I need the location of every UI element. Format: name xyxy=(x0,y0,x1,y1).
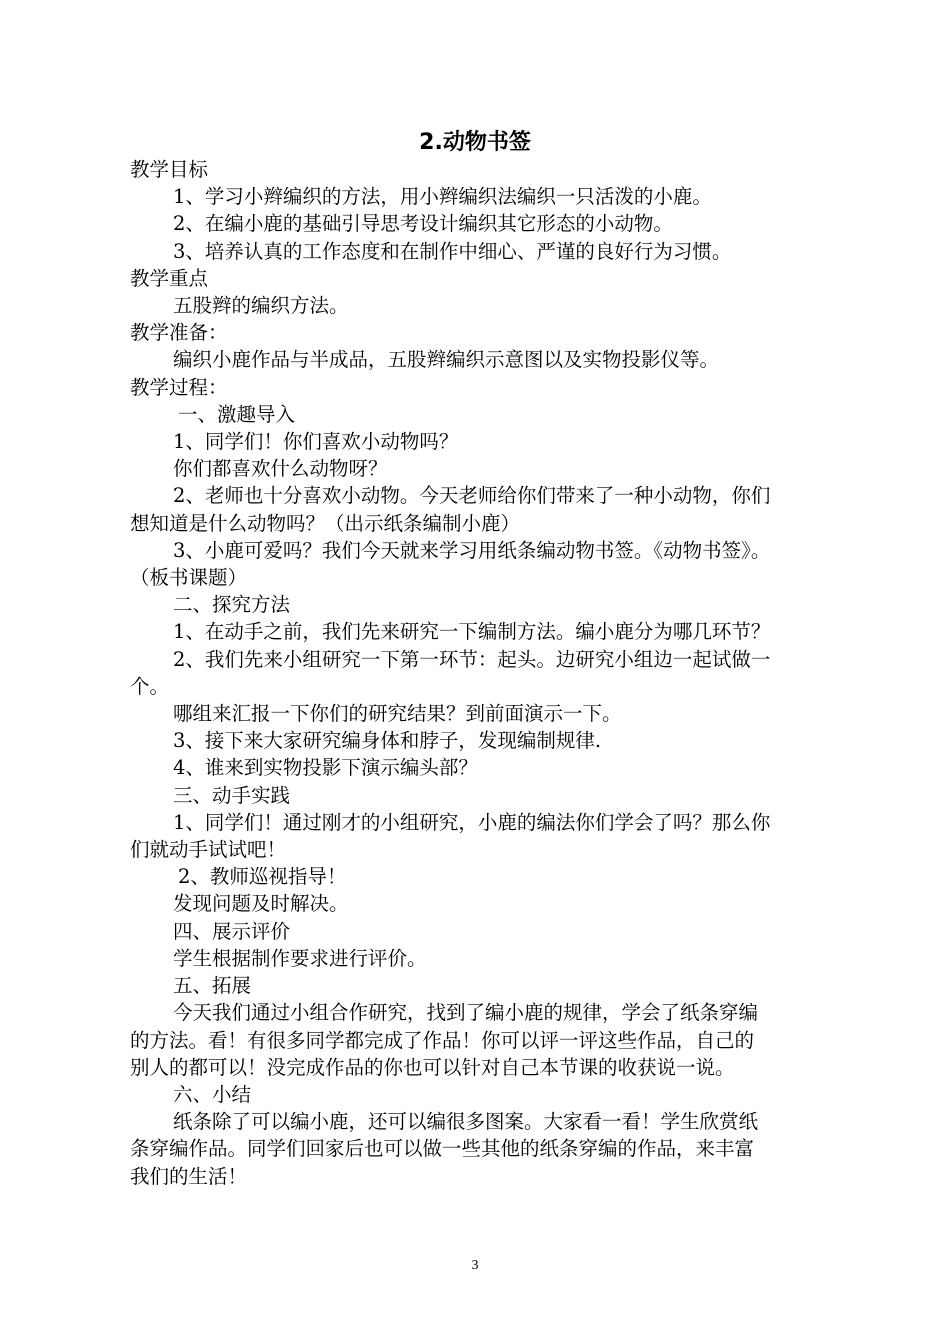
body-line: 1、同学们！你们喜欢小动物吗？ xyxy=(173,430,459,454)
body-line: 想知道是什么动物吗？（出示纸条编制小鹿） xyxy=(130,511,521,535)
body-line: 发现问题及时解决。 xyxy=(173,892,349,916)
body-line: 条穿编作品。同学们回家后也可以做一些其他的纸条穿编的作品，来丰富 xyxy=(130,1137,755,1161)
body-line: 1、在动手之前，我们先来研究一下编制方法。编小鹿分为哪几环节？ xyxy=(173,620,771,644)
section-2-heading: 二、探究方法 xyxy=(173,593,291,617)
section-4-heading: 四、展示评价 xyxy=(173,919,291,943)
body-line: 别人的都可以！没完成作品的你也可以针对自己本节课的收获说一说。 xyxy=(130,1055,735,1079)
heading-objectives: 教学目标 xyxy=(130,158,209,181)
preparation-text: 编织小鹿作品与半成品，五股辫编织示意图以及实物投影仪等。 xyxy=(173,348,720,372)
heading-process: 教学过程： xyxy=(130,375,228,399)
body-line: 学生根据制作要求进行评价。 xyxy=(173,946,427,970)
page-number: 3 xyxy=(471,1258,479,1273)
body-line: 4、谁来到实物投影下演示编头部？ xyxy=(173,756,478,780)
body-line: 3、小鹿可爱吗？我们今天就来学习用纸条编动物书签。《动物书签》。 xyxy=(173,538,771,562)
body-line: 2、我们先来小组研究一下第一环节：起头。边研究小组边一起试做一 xyxy=(173,647,771,671)
section-1-heading: 一、激趣导入 xyxy=(178,402,296,426)
body-line: 我们的生活！ xyxy=(130,1164,248,1188)
page-title: 2.动物书签 xyxy=(419,130,531,155)
body-line: 们就动手试试吧！ xyxy=(130,838,287,862)
body-line: 纸条除了可以编小鹿，还可以编很多图案。大家看一看！学生欣赏纸 xyxy=(173,1110,759,1134)
key-point-text: 五股辫的编织方法。 xyxy=(173,294,349,318)
body-line: 2、老师也十分喜欢小动物。今天老师给你们带来了一种小动物，你们 xyxy=(173,484,771,508)
body-line: 3、接下来大家研究编身体和脖子，发现编制规律. xyxy=(173,729,602,753)
body-line: 2、教师巡视指导！ xyxy=(178,865,347,889)
section-6-heading: 六、小结 xyxy=(173,1082,252,1106)
objective-1: 1、学习小辫编织的方法，用小辫编织法编织一只活泼的小鹿。 xyxy=(173,185,712,209)
section-5-heading: 五、拓展 xyxy=(173,974,252,998)
objective-2: 2、在编小鹿的基础引导思考设计编织其它形态的小动物。 xyxy=(173,212,673,236)
body-line: 哪组来汇报一下你们的研究结果？到前面演示一下。 xyxy=(173,702,622,726)
document-body xyxy=(130,156,825,1190)
body-line: （板书课题） xyxy=(130,566,248,590)
body-line: 今天我们通过小组合作研究，找到了编小鹿的规律，学会了纸条穿编 xyxy=(173,1001,759,1025)
heading-preparation: 教学准备： xyxy=(130,321,228,345)
body-line: 的方法。看！有很多同学都完成了作品！你可以评一评这些作品，自己的 xyxy=(130,1028,755,1052)
body-line: 你们都喜欢什么动物呀？ xyxy=(173,457,388,481)
objective-3: 3、培养认真的工作态度和在制作中细心、严谨的良好行为习惯。 xyxy=(173,239,732,263)
section-3-heading: 三、动手实践 xyxy=(173,783,291,807)
heading-key-point: 教学重点 xyxy=(130,266,209,290)
body-line: 1、同学们！通过刚才的小组研究，小鹿的编法你们学会了吗？那么你 xyxy=(173,810,771,834)
body-line: 个。 xyxy=(130,674,170,698)
